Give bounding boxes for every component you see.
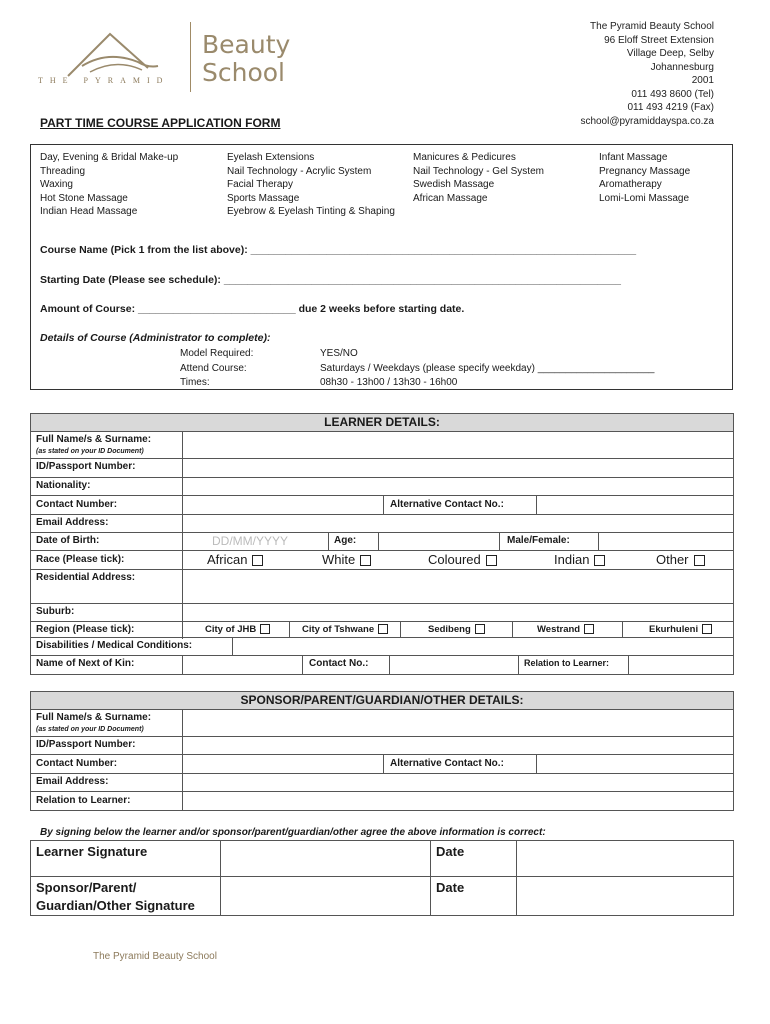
learner-date-field[interactable]: [517, 841, 733, 876]
sponsor-signature-field[interactable]: [221, 877, 430, 915]
region-label: Westrand: [537, 624, 581, 635]
region-option-westrand[interactable]: [537, 624, 594, 635]
sponsor-full-name-input[interactable]: [183, 710, 733, 736]
address-line: The Pyramid Beauty School: [590, 21, 714, 32]
learner-id-label: ID/Passport Number:: [36, 461, 136, 472]
col-divider: [302, 655, 303, 675]
detail-value[interactable]: 08h30 - 13h00 / 13h30 - 16h00: [320, 377, 458, 388]
learner-full-name-label: Full Name/s & Surname:: [36, 434, 152, 445]
learner-full-name-note: (as stated on your ID Document): [36, 448, 144, 455]
detail-value[interactable]: Saturdays / Weekdays (please specify weekday) _____________________: [320, 363, 655, 374]
footer-text: The Pyramid Beauty School: [93, 951, 217, 962]
learner-nok-contact-input[interactable]: [390, 656, 518, 675]
race-label: White: [322, 552, 356, 567]
sponsor-contact-input[interactable]: [183, 755, 383, 773]
checkbox-icon[interactable]: [594, 555, 605, 566]
learner-disabilities-input[interactable]: [233, 638, 733, 655]
learner-nok-input[interactable]: [183, 656, 302, 675]
address-line: 011 493 8600 (Tel): [631, 88, 714, 100]
learner-region-label: Region (Please tick):: [36, 624, 135, 635]
sponsor-id-input[interactable]: [183, 737, 733, 754]
learner-nok-label: Name of Next of Kin:: [36, 658, 135, 669]
learner-relation-input[interactable]: [629, 656, 733, 675]
course-item: Facial Therapy: [227, 179, 293, 190]
course-column: [227, 151, 395, 219]
course-item: African Massage: [413, 192, 488, 204]
course-item: Eyelash Extensions: [227, 152, 315, 163]
learner-residential-input[interactable]: [183, 570, 733, 603]
region-label: Ekurhuleni: [649, 624, 699, 635]
address-line: Village Deep, Selby: [626, 48, 714, 59]
sponsor-alt-contact-label: Alternative Contact No.:: [390, 758, 504, 769]
learner-date-label: Date: [436, 844, 465, 859]
sponsor-full-name-label: Full Name/s & Surname:: [36, 712, 152, 723]
form-title: PART TIME COURSE APPLICATION FORM: [40, 116, 281, 130]
course-item: Threading: [40, 165, 86, 177]
amount-field[interactable]: Amount of Course: ___________________________ due 2 weeks before starting date.: [40, 303, 465, 315]
detail-label: Attend Course:: [180, 363, 247, 374]
course-item: Nail Technology - Acrylic System: [227, 165, 372, 177]
course-item: Eyebrow & Eyelash Tinting & Shaping: [227, 206, 395, 217]
col-divider: [499, 532, 500, 550]
checkbox-icon[interactable]: [702, 624, 712, 634]
checkbox-icon[interactable]: [252, 555, 263, 566]
checkbox-icon[interactable]: [360, 555, 371, 566]
region-label: City of Tshwane: [302, 624, 375, 635]
checkbox-icon[interactable]: [584, 624, 594, 634]
course-box: [30, 144, 733, 390]
region-label: Sedibeng: [428, 624, 471, 635]
course-item: Nail Technology - Gel System: [413, 165, 544, 177]
address-line: 011 493 4219 (Fax): [627, 102, 714, 113]
sponsor-alt-contact-input[interactable]: [537, 755, 733, 773]
race-option-african[interactable]: [207, 552, 263, 567]
learner-gender-input[interactable]: [599, 533, 733, 550]
learner-signature-label: Learner Signature: [36, 844, 148, 859]
sponsor-date-label: Date: [436, 880, 465, 895]
row-divider: [30, 621, 734, 622]
col-divider: [289, 621, 290, 637]
course-column: [40, 151, 178, 219]
learner-residential-label: Residential Address:: [36, 572, 136, 583]
sponsor-signature-label-2: Guardian/Other Signature: [36, 898, 195, 913]
learner-contact-input[interactable]: [183, 496, 383, 514]
checkbox-icon[interactable]: [486, 555, 497, 566]
address-email[interactable]: school@pyramiddayspa.co.za: [580, 115, 714, 127]
course-column: [413, 151, 544, 205]
logo-word-school: School: [202, 58, 285, 87]
checkbox-icon[interactable]: [260, 624, 270, 634]
checkbox-icon[interactable]: [378, 624, 388, 634]
race-option-other[interactable]: [656, 552, 705, 567]
sponsor-date-field[interactable]: [517, 877, 733, 915]
race-option-indian[interactable]: [554, 552, 605, 567]
logo-tagline: THE PYRAMID: [38, 76, 170, 85]
region-option-ekurhuleni[interactable]: [649, 624, 712, 635]
col-divider: [383, 495, 384, 514]
learner-alt-contact-input[interactable]: [537, 496, 733, 514]
learner-nok-contact-label: Contact No.:: [309, 658, 369, 669]
course-item: Swedish Massage: [413, 179, 495, 190]
learner-details-header: LEARNER DETAILS:: [30, 413, 734, 432]
col-divider: [622, 621, 623, 637]
detail-label: Times:: [180, 377, 210, 388]
course-item: Hot Stone Massage: [40, 192, 128, 204]
learner-email-label: Email Address:: [36, 517, 109, 528]
learner-disabilities-label: Disabilities / Medical Conditions:: [36, 640, 193, 651]
detail-label: Model Required:: [180, 348, 254, 359]
course-item: Sports Massage: [227, 192, 300, 204]
region-label: City of JHB: [205, 624, 257, 635]
course-item: Pregnancy Massage: [599, 165, 691, 177]
sponsor-full-name-note: (as stated on your ID Document): [36, 726, 144, 733]
learner-signature-field[interactable]: [221, 841, 430, 876]
col-divider: [328, 532, 329, 550]
signature-note: By signing below the learner and/or sponsor/parent/guardian/other agree the above information is correct:: [40, 827, 546, 838]
row-divider: [30, 550, 734, 551]
sponsor-relation-label: Relation to Learner:: [36, 795, 131, 806]
starting-date-field[interactable]: Starting Date (Please see schedule): ____________________________________________________________________: [40, 274, 621, 286]
learner-age-input[interactable]: [379, 533, 499, 550]
learner-age-label: Age:: [334, 535, 357, 546]
region-option-sedibeng[interactable]: [428, 624, 485, 635]
region-option-tshwane[interactable]: [302, 624, 388, 635]
learner-dob-label: Date of Birth:: [36, 535, 100, 546]
col-divider: [430, 840, 431, 916]
col-divider: [400, 621, 401, 637]
region-option-jhb[interactable]: [205, 624, 270, 635]
course-name-field[interactable]: Course Name (Pick 1 from the list above): __________________________________________________________________: [40, 244, 637, 256]
race-label: Coloured: [428, 552, 481, 567]
logo-divider: [190, 22, 191, 92]
course-item: Manicures & Pedicures: [413, 152, 516, 163]
course-item: Indian Head Massage: [40, 206, 138, 217]
checkbox-icon[interactable]: [475, 624, 485, 634]
learner-suburb-label: Suburb:: [36, 606, 75, 617]
sponsor-contact-label: Contact Number:: [36, 758, 118, 769]
sponsor-details-header: SPONSOR/PARENT/GUARDIAN/OTHER DETAILS:: [30, 691, 734, 710]
race-option-coloured[interactable]: [428, 552, 497, 567]
school-address: [580, 20, 714, 128]
logo-word-beauty: Beauty: [202, 30, 291, 59]
learner-nationality-label: Nationality:: [36, 480, 91, 491]
detail-value[interactable]: YES/NO: [320, 348, 358, 359]
race-label: Other: [656, 552, 689, 567]
course-column: [599, 151, 690, 205]
learner-contact-label: Contact Number:: [36, 499, 118, 510]
details-heading: Details of Course (Administrator to complete):: [40, 332, 271, 344]
race-option-white[interactable]: [322, 552, 371, 567]
col-divider: [383, 754, 384, 773]
col-divider: [182, 655, 183, 675]
checkbox-icon[interactable]: [694, 555, 705, 566]
learner-id-input[interactable]: [183, 459, 733, 477]
address-line: 96 Eloff Street Extension: [604, 34, 714, 46]
course-item: Aromatherapy: [599, 179, 662, 190]
sponsor-relation-input[interactable]: [183, 792, 733, 810]
race-label: Indian: [554, 552, 590, 567]
sponsor-signature-label-1: Sponsor/Parent/: [36, 880, 137, 895]
course-item: Day, Evening & Bridal Make-up: [40, 152, 179, 163]
course-item: Infant Massage: [599, 152, 668, 163]
learner-full-name-input[interactable]: [183, 432, 733, 458]
col-divider: [518, 655, 519, 675]
learner-nationality-input[interactable]: [183, 478, 733, 495]
course-item: Lomi-Lomi Massage: [599, 192, 690, 204]
sponsor-email-label: Email Address:: [36, 776, 109, 787]
learner-race-label: Race (Please tick):: [36, 554, 125, 565]
race-label: African: [207, 552, 248, 567]
learner-alt-contact-label: Alternative Contact No.:: [390, 499, 504, 510]
learner-relation-label: Relation to Learner:: [524, 658, 610, 668]
learner-email-input[interactable]: [183, 515, 733, 532]
learner-dob-input[interactable]: DD/MM/YYYY: [212, 534, 289, 548]
course-item: Waxing: [40, 179, 73, 190]
learner-gender-label: Male/Female:: [507, 535, 570, 546]
address-line: 2001: [691, 75, 714, 86]
learner-suburb-input[interactable]: [183, 604, 733, 621]
address-line: Johannesburg: [650, 61, 714, 73]
sponsor-email-input[interactable]: [183, 774, 733, 791]
col-divider: [512, 621, 513, 637]
sponsor-id-label: ID/Passport Number:: [36, 739, 136, 750]
